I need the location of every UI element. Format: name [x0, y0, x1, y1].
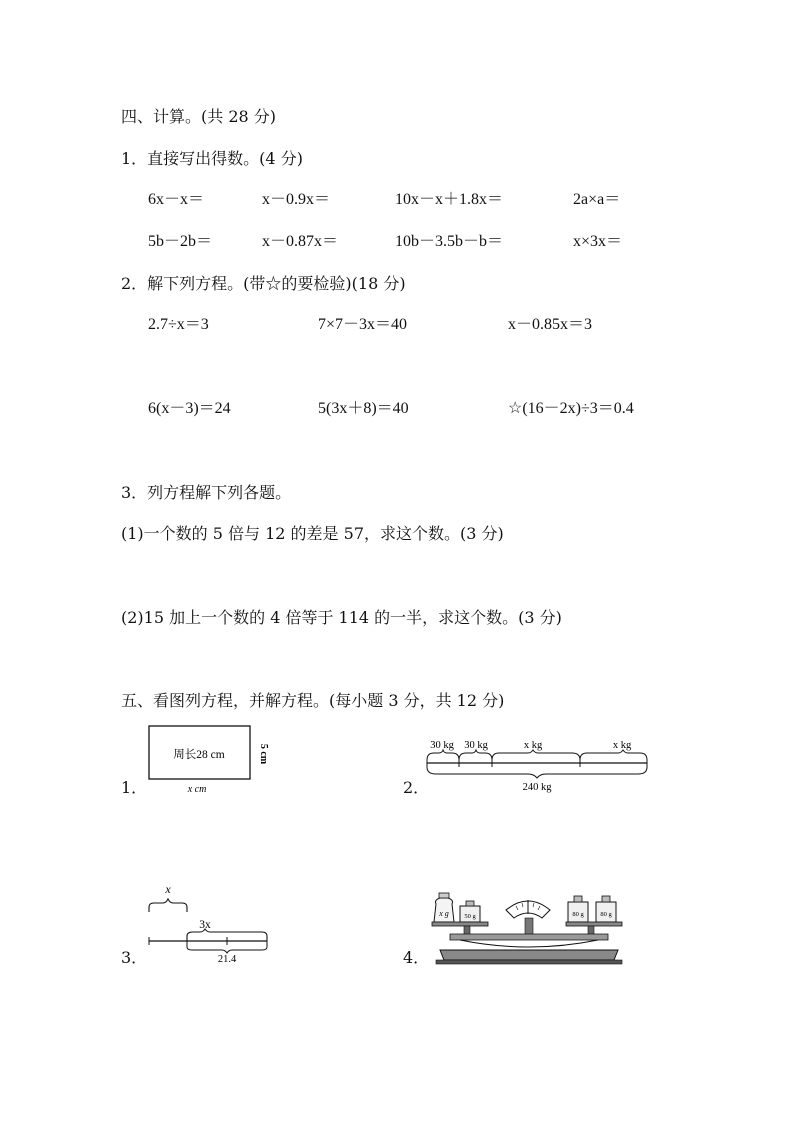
q2-title: 2．解下列方程。(带☆的要检验)(18 分)	[121, 274, 406, 293]
fig2-total-label: 240 kg	[522, 782, 552, 793]
dial-icon	[506, 900, 550, 918]
fig2-label: x kg	[523, 740, 543, 751]
fig2-label: 30 kg	[430, 740, 454, 751]
fig1-bottom-label: x cm	[187, 784, 207, 795]
q1-item: x－0.87x＝	[262, 233, 339, 250]
fig2-label: x kg	[612, 740, 632, 751]
fig1-perimeter-label: 周长28 cm	[173, 749, 225, 761]
fig3-top-label: x	[165, 882, 171, 896]
fig3-mid-label: 3x	[199, 919, 211, 931]
q1-item: 2a×a＝	[573, 191, 621, 208]
q1-item: 5b－2b＝	[148, 233, 213, 250]
q1-item: 10x－x＋1.8x＝	[395, 191, 504, 208]
weight-icon	[596, 896, 616, 922]
section4-title: 四、计算。(共 28 分)	[121, 107, 277, 126]
q3-part2: (2)15 加上一个数的 4 倍等于 114 的一半，求这个数。(3 分)	[121, 608, 562, 627]
fig4-right-weight-label: 80 g	[600, 911, 612, 918]
q3-title: 3．列方程解下列各题。	[121, 483, 292, 502]
fig1-side-label: 5 cm	[258, 743, 269, 765]
fig4-right-weight-label: 80 g	[572, 911, 584, 918]
q3-part1: (1)一个数的 5 倍与 12 的差是 57，求这个数。(3 分)	[121, 524, 504, 543]
fig3-segment-diagram	[142, 880, 277, 964]
q2-equation: 6(x－3)＝24	[148, 400, 231, 417]
fig2-segment-diagram	[422, 733, 652, 797]
q2-equation: 7×7－3x＝40	[318, 316, 408, 333]
q1-item: 10b－3.5b－b＝	[395, 233, 504, 250]
fig4-jar-label: x g	[439, 909, 449, 918]
jar-icon	[434, 893, 454, 922]
q2-equation: 2.7÷x＝3	[148, 316, 209, 333]
weight-icon	[460, 901, 480, 922]
q1-item: x×3x＝	[573, 233, 623, 250]
q1-item: x－0.9x＝	[262, 191, 331, 208]
q1-item: 6x－x＝	[148, 191, 205, 208]
q1-title: 1．直接写出得数。(4 分)	[121, 149, 303, 168]
fig2-label: 30 kg	[464, 740, 488, 751]
fig2-number: 2．	[403, 778, 430, 797]
q2-equation: ☆(16－2x)÷3＝0.4	[508, 400, 634, 417]
fig4-number: 4．	[403, 948, 430, 967]
fig4-balance-scale	[430, 888, 630, 968]
weight-icon	[568, 896, 588, 922]
q2-equation: x－0.85x＝3	[508, 316, 593, 333]
fig3-bottom-label: 21.4	[217, 954, 237, 964]
section5-title: 五、看图列方程，并解方程。(每小题 3 分，共 12 分)	[121, 691, 505, 710]
fig4-left-weight-label: 50 g	[464, 913, 476, 920]
fig1-number: 1．	[121, 778, 148, 797]
q2-equation: 5(3x＋8)＝40	[318, 400, 409, 417]
fig1-rectangle-diagram	[140, 722, 270, 796]
fig3-number: 3．	[121, 948, 148, 967]
